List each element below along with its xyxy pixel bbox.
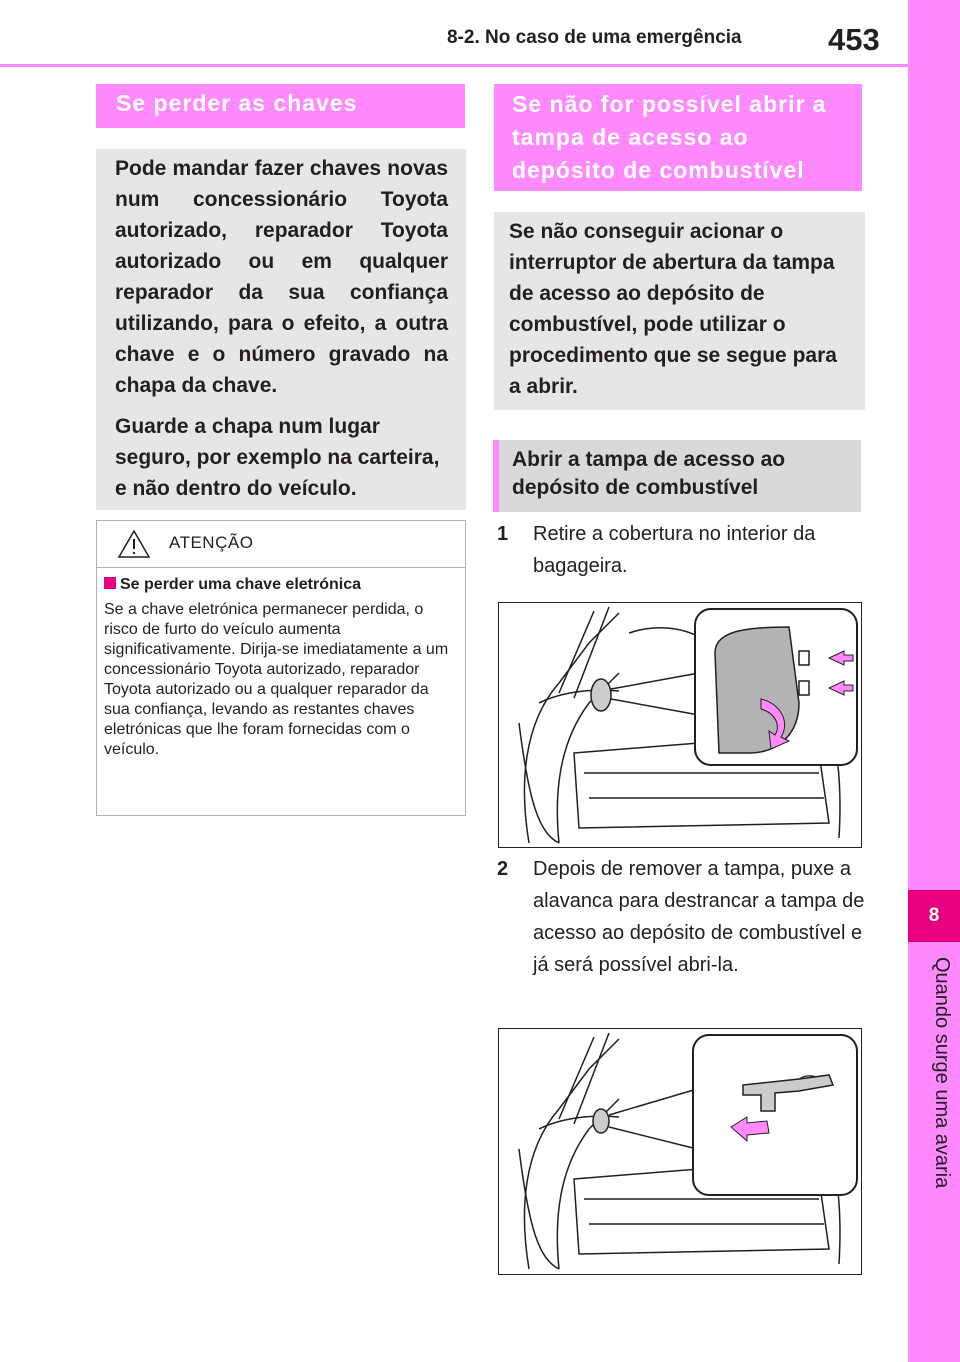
step-number: 2	[497, 858, 509, 880]
chapter-number: 8	[908, 890, 960, 942]
warning-box	[96, 520, 466, 816]
square-bullet-icon	[104, 577, 116, 589]
chapter-title: Quando surge uma avaria	[931, 957, 953, 1189]
fuel-lever-illustration	[499, 1029, 861, 1274]
subheading-open-fuel-door	[493, 440, 861, 512]
warning-text: Se a chave eletrónica permanecer perdida, o risco de furto do veículo aumenta significativamente. Dirija-se imediatamente a um concessionário Toyota autorizado, reparador Toyota autorizado ou a qualquer reparador da sua confiança, levando as restantes chaves eletrónicas que lhe foram fornecidas com o veículo.	[104, 601, 449, 758]
heading-lost-keys	[96, 84, 465, 128]
heading-fuel-door	[494, 84, 862, 191]
step-text: Retire a cobertura no interior da bagageira.	[533, 523, 816, 577]
heading-lost-keys-text: Se perder as chaves	[116, 90, 358, 116]
step-text: Depois de remover a tampa, puxe a alavanca para destrancar a tampa de acesso ao depósito de combustível e já será possível abri-la.	[533, 858, 865, 976]
warning-subtitle-row	[104, 576, 465, 594]
intro-paragraph: Se não conseguir acionar o interruptor de abertura da tampa de acesso ao depósito de combustível, pode utilizar o procedimento que se segue para a abrir.	[509, 220, 837, 398]
info-paragraph: Guarde a chapa num lugar seguro, por exemplo na carteira, e não dentro do veículo.	[115, 415, 440, 500]
step-2	[497, 853, 877, 1013]
page-number: 453	[828, 22, 880, 57]
figure-pull-lever	[498, 1028, 862, 1275]
figure-remove-cover	[498, 602, 862, 848]
warning-subtitle: Se perder uma chave eletrónica	[120, 576, 361, 593]
step-number: 1	[497, 523, 509, 545]
section-title: 8-2. No caso de uma emergência	[447, 27, 742, 48]
warning-header	[97, 521, 465, 568]
warning-label: ATENÇÃO	[169, 533, 254, 552]
step-1	[497, 518, 877, 588]
trunk-cover-illustration	[499, 603, 861, 847]
subheading-text: Abrir a tampa de acesso ao depósito de combustível	[512, 448, 786, 499]
info-box-lost-keys	[96, 149, 466, 510]
heading-fuel-door-text: Se não for possível abrir a tampa de acesso ao depósito de combustível	[512, 91, 827, 183]
info-box-fuel-door	[494, 212, 865, 410]
info-paragraph: Pode mandar fazer chaves novas num concessionário Toyota autorizado, reparador Toyota autorizado ou em qualquer reparador da sua confiança utilizando, para o efeito, a outra chave e o número gravado na chapa da chave.	[115, 157, 448, 397]
header-rule	[0, 64, 908, 67]
warning-triangle-icon	[117, 529, 151, 559]
